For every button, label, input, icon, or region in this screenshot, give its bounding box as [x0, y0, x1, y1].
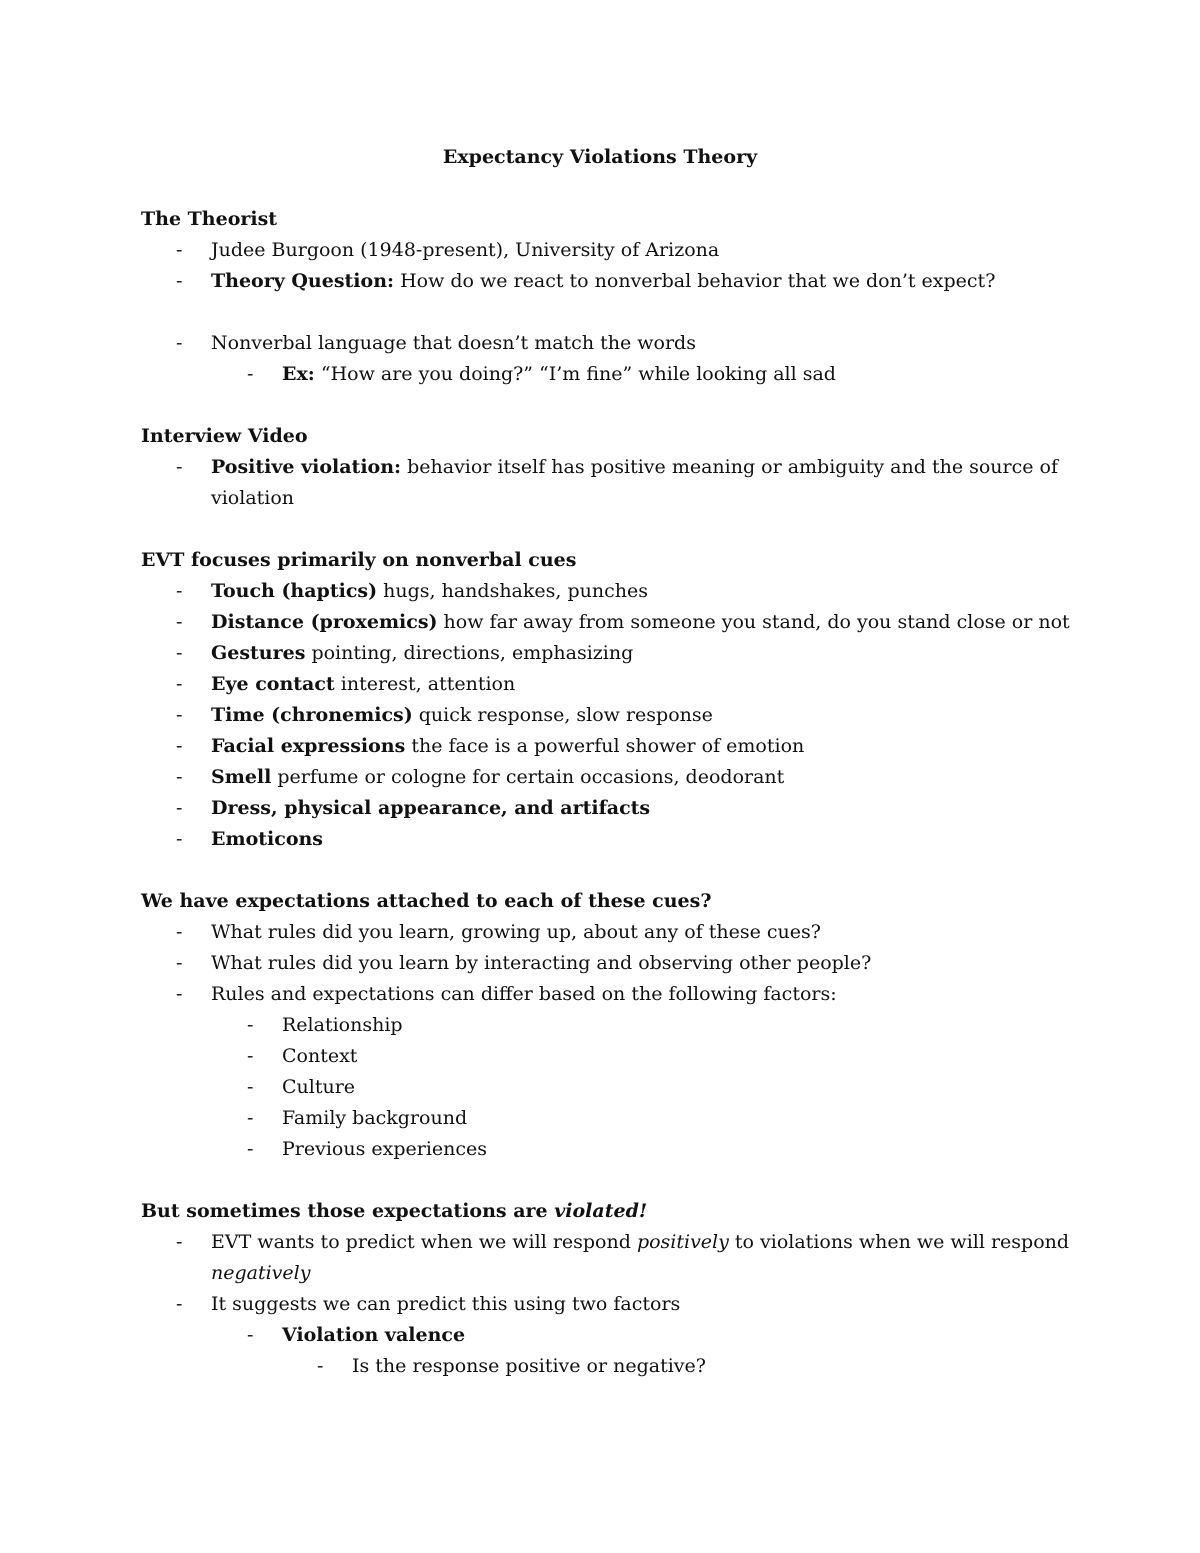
list-item: - Nonverbal language that doesn’t match the words — [141, 328, 1071, 359]
bullet-dash: - — [176, 456, 183, 478]
bullet-dash: - — [176, 797, 183, 819]
list-subitem: - Family background — [141, 1103, 1071, 1134]
bullet-dash: - — [176, 704, 183, 726]
list-item: - Eye contact interest, attention — [141, 669, 1071, 700]
bullet-dash: - — [176, 673, 183, 695]
section-cues — [141, 545, 1071, 855]
bullet-dash: - — [176, 1231, 183, 1253]
bullet-dash: - — [247, 1076, 254, 1098]
list-item: - Judee Burgoon (1948-present), University of Arizona — [141, 235, 1071, 266]
bullet-dash: - — [247, 1324, 254, 1346]
bullet-dash: - — [247, 363, 254, 385]
page-title: Expectancy Violations Theory — [442, 146, 758, 168]
bullet-dash: - — [176, 952, 183, 974]
section-heading: EVT focuses primarily on nonverbal cues — [141, 549, 577, 571]
section-theorist — [141, 204, 1071, 390]
list-item: - Dress, physical appearance, and artifacts — [141, 793, 1071, 824]
list-item: - Emoticons — [141, 824, 1071, 855]
list-item: - Facial expressions the face is a powerful shower of emotion — [141, 731, 1071, 762]
bullet-dash: - — [176, 1293, 183, 1315]
list-item: - Theory Question: How do we react to nonverbal behavior that we don’t expect? — [141, 266, 1071, 297]
list-subitem: - Culture — [141, 1072, 1071, 1103]
list-item: - Touch (haptics) hugs, handshakes, punches — [141, 576, 1071, 607]
bullet-dash: - — [317, 1355, 324, 1377]
list-item: - Smell perfume or cologne for certain occasions, deodorant — [141, 762, 1071, 793]
list-item: - Time (chronemics) quick response, slow response — [141, 700, 1071, 731]
list-item: - What rules did you learn, growing up, about any of these cues? — [141, 917, 1071, 948]
bullet-dash: - — [176, 983, 183, 1005]
bullet-dash: - — [176, 270, 183, 292]
section-heading: The Theorist — [141, 208, 278, 230]
bullet-dash: - — [247, 1014, 254, 1036]
section-violated — [141, 1196, 1071, 1382]
list-item: - What rules did you learn by interacting and observing other people? — [141, 948, 1071, 979]
list-item: - It suggests we can predict this using two factors — [141, 1289, 1071, 1320]
bullet-dash: - — [176, 332, 183, 354]
section-heading: We have expectations attached to each of these cues? — [141, 890, 712, 912]
bullet-dash: - — [176, 766, 183, 788]
bullet-dash: - — [176, 642, 183, 664]
list-item: - Positive violation: behavior itself has positive meaning or ambiguity and the source of violation — [141, 452, 1071, 514]
list-subitem: - Relationship — [141, 1010, 1071, 1041]
section-heading: But sometimes those expectations are violated! — [141, 1200, 648, 1222]
list-item: - Rules and expectations can differ based on the following factors: — [141, 979, 1071, 1010]
bullet-dash: - — [176, 921, 183, 943]
bullet-dash: - — [176, 239, 183, 261]
bullet-dash: - — [176, 828, 183, 850]
section-interview — [141, 421, 1071, 514]
list-item: - Distance (proxemics) how far away from someone you stand, do you stand close or not — [141, 607, 1071, 638]
list-subitem: - Ex: “How are you doing?” “I’m fine” while looking all sad — [141, 359, 1071, 390]
bullet-dash: - — [247, 1138, 254, 1160]
list-subitem: - Context — [141, 1041, 1071, 1072]
bullet-dash: - — [247, 1107, 254, 1129]
bullet-dash: - — [176, 580, 183, 602]
list-subitem: - Violation valence — [141, 1320, 1071, 1351]
list-item: - EVT wants to predict when we will respond positively to violations when we will respond negatively — [141, 1227, 1071, 1289]
document-body — [141, 204, 1071, 1413]
list-item: - Gestures pointing, directions, emphasizing — [141, 638, 1071, 669]
bullet-dash: - — [176, 735, 183, 757]
list-subitem: - Previous experiences — [141, 1134, 1071, 1165]
list-subsubitem: - Is the response positive or negative? — [141, 1351, 1071, 1382]
bullet-dash: - — [247, 1045, 254, 1067]
bullet-dash: - — [176, 611, 183, 633]
section-heading: Interview Video — [141, 425, 308, 447]
section-expectations — [141, 886, 1071, 1165]
